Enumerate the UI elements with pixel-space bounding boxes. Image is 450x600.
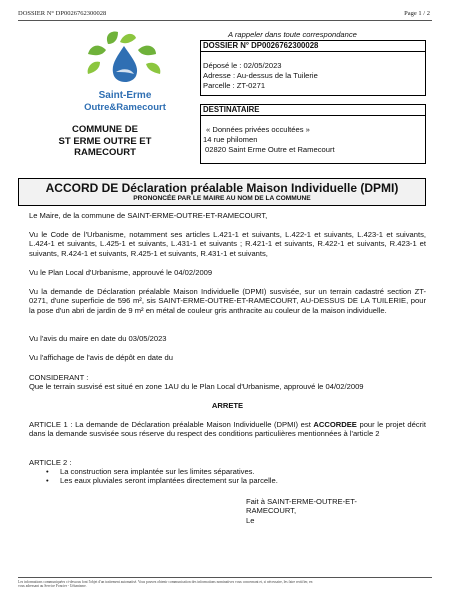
decision-subtitle: PRONONCÉE PAR LE MAIRE AU NOM DE LA COMMUNE: [133, 195, 311, 202]
considerant-text: Que le terrain susvisé est situé en zone 1AU du le Plan Local d'Urbanisme, approuvé le 04/02/2009: [29, 382, 364, 391]
header-divider: [18, 20, 432, 21]
decision-title: ACCORD DE Déclaration préalable Maison Individuelle (DPMI): [45, 181, 399, 195]
list-item: [46, 467, 426, 476]
posting-notice: Vu l'affichage de l'avis de dépôt en date du: [29, 353, 173, 362]
commune-name-line1: COMMUNE DE: [72, 124, 138, 135]
correspondence-reminder: A rappeler dans toute correspondance: [228, 30, 357, 39]
mayor-line: Le Maire, de la commune de SAINT-ERME-OUTRE-ET-RAMECOURT,: [29, 211, 268, 220]
footer-divider: [18, 577, 432, 578]
commune-name-line3: RAMECOURT: [74, 147, 136, 158]
article1-decision: ACCORDEE: [313, 420, 357, 429]
commune-name-line2: ST ERME OUTRE ET: [58, 135, 152, 147]
signature-line3: Le: [246, 515, 255, 525]
page-number: Page 1 / 2: [404, 10, 430, 17]
bullet-icon: •: [46, 476, 49, 486]
logo-emblem-icon: [76, 28, 174, 120]
privacy-footer: [18, 580, 432, 589]
list-item: [46, 476, 426, 485]
logo-line2: Outre&Ramecourt: [84, 102, 166, 113]
dossier-box-title: DOSSIER N° DP0026762300028: [201, 41, 425, 52]
arrete-heading: ARRETE: [211, 401, 244, 410]
decision-title-box: [18, 178, 426, 206]
footer-line2: vous adressant au Service Foncier - Urbanisme.: [18, 584, 87, 589]
signature-line2: RAMECOURT,: [246, 506, 297, 516]
logo-line1: Saint-Erme: [98, 90, 152, 101]
article2-list: [46, 467, 426, 486]
deposit-date: Déposé le : 02/05/2023: [203, 61, 282, 70]
dossier-box: [200, 40, 426, 96]
request-paragraph: Vu la demande de Déclaration préalable Maison Individuelle (DPMI) susvisée, sur un terrain cadastré section ZT-0271, d'une superficie de 596 m², sis SAINT-ERME-OUTRE-ET-RAMECOURT, AU-DESSUS DE LA TUILERIE, pour la pose d'un abri de jardin de 9 m² en métal de couleur gris anthracite au couleur de la maison individuelle.: [29, 287, 426, 315]
recipient-city: 02820 Saint Erme Outre et Ramecourt: [205, 145, 335, 154]
dossier-header-label: DOSSIER N° DP0026762300028: [18, 10, 107, 17]
recipient-street: 14 rue philomen: [203, 135, 258, 144]
article2-item-2: Les eaux pluviales seront implantées directement sur la parcelle.: [60, 476, 278, 486]
recipient-box: [200, 104, 426, 164]
considerant-title: CONSIDERANT :: [29, 373, 89, 382]
signature-line1: Fait à SAINT-ERME-OUTRE-ET-: [246, 497, 357, 506]
recipient-box-title: DESTINATAIRE: [201, 105, 425, 116]
recipient-name: « Données privées occultées »: [206, 125, 310, 134]
bullet-icon: •: [46, 467, 49, 476]
code-reference-paragraph: Vu le Code de l'Urbanisme, notamment ses articles L.421-1 et suivants, L.422-1 et suivants, L.423-1 et suivants, L.424-1 et suivants, L.425-1 et suivants, L.431-1 et suivants ; R.421-1 et suivants, R.422-1 et suivants, R.423-1 et suivants, R.424-1 et suivants, R.425-1 et suivants, R.431-1 et suivants,: [29, 230, 426, 258]
signature-block: [246, 497, 416, 525]
article2-item-1: La construction sera implantée sur les limites séparatives.: [60, 467, 255, 476]
article1-paragraph: [29, 420, 426, 439]
article2-title: ARTICLE 2 :: [29, 458, 72, 467]
parcel-address: Adresse : Au-dessus de la Tuilerie: [203, 71, 318, 80]
article1-text-end: pour le projet décrit dans la demande susvisée sous réserve du respect des conditions particulières mentionnées à l'article 2: [29, 420, 426, 439]
plu-reference: Vu le Plan Local d'Urbanisme, approuvé le 04/02/2009: [29, 268, 213, 277]
commune-name: [40, 124, 170, 159]
parcel-number: Parcelle : ZT-0271: [203, 81, 266, 90]
mayor-opinion: Vu l'avis du maire en date du 03/05/2023: [29, 334, 167, 343]
commune-logo: [76, 28, 174, 120]
article1-text-start: ARTICLE 1 : La demande de Déclaration préalable Maison Individuelle (DPMI) est: [29, 420, 314, 429]
footer-line1: Les informations communiquées ci-dessous font l'objet d'un traitement automatisé. Vous pouvez obtenir communication des informations nominatives vous concernant et, si nécessaire, les faire rectifier, en: [18, 580, 313, 584]
